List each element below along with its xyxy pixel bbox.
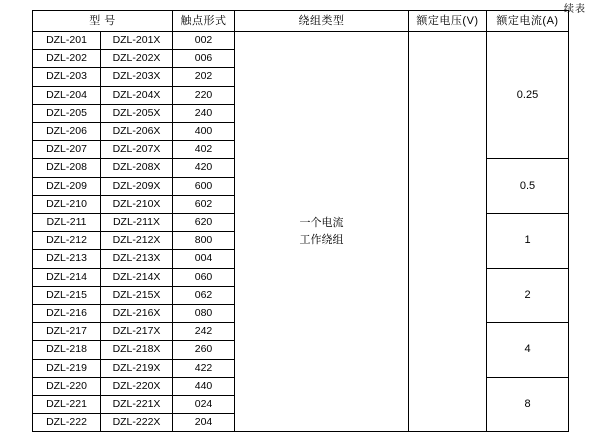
cell-contact-form: 260: [173, 341, 235, 359]
continued-label: 续表: [564, 4, 586, 15]
cell-model-secondary: DZL-202X: [101, 50, 173, 68]
cell-model-secondary: DZL-208X: [101, 159, 173, 177]
table-header: [33, 11, 569, 32]
cell-rated-current: 2: [487, 268, 569, 323]
cell-contact-form: 006: [173, 50, 235, 68]
cell-model-primary: DZL-219: [33, 359, 101, 377]
cell-model-secondary: DZL-210X: [101, 195, 173, 213]
cell-model-primary: DZL-209: [33, 177, 101, 195]
winding-line-1: 一个电流: [299, 216, 344, 229]
cell-contact-form: 602: [173, 195, 235, 213]
cell-contact-form: 440: [173, 377, 235, 395]
header-rated-voltage: 额定电压(V): [409, 11, 487, 32]
cell-model-secondary: DZL-221X: [101, 396, 173, 414]
cell-rated-current: 0.25: [487, 32, 569, 159]
cell-contact-form: 242: [173, 323, 235, 341]
cell-model-primary: DZL-201: [33, 32, 101, 50]
cell-contact-form: 422: [173, 359, 235, 377]
cell-model-secondary: DZL-204X: [101, 86, 173, 104]
cell-contact-form: 600: [173, 177, 235, 195]
cell-model-primary: DZL-205: [33, 104, 101, 122]
winding-line-2: 工作绕组: [299, 233, 344, 246]
header-winding-type: 绕组类型: [235, 11, 409, 32]
cell-contact-form: 060: [173, 268, 235, 286]
cell-model-primary: DZL-202: [33, 50, 101, 68]
table-row: [33, 32, 569, 50]
cell-model-primary: DZL-217: [33, 323, 101, 341]
cell-model-primary: DZL-221: [33, 396, 101, 414]
cell-model-primary: DZL-222: [33, 414, 101, 432]
cell-contact-form: 202: [173, 68, 235, 86]
table-header-row: [33, 11, 569, 32]
cell-model-secondary: DZL-201X: [101, 32, 173, 50]
cell-model-primary: DZL-216: [33, 305, 101, 323]
cell-model-primary: DZL-204: [33, 86, 101, 104]
table-body: [33, 32, 569, 432]
cell-model-secondary: DZL-214X: [101, 268, 173, 286]
header-contact-form: 触点形式: [173, 11, 235, 32]
cell-model-primary: DZL-212: [33, 232, 101, 250]
cell-rated-voltage: [409, 32, 487, 432]
cell-model-primary: DZL-213: [33, 250, 101, 268]
cell-contact-form: 080: [173, 305, 235, 323]
cell-model-secondary: DZL-203X: [101, 68, 173, 86]
cell-model-secondary: DZL-211X: [101, 214, 173, 232]
cell-rated-current: 8: [487, 377, 569, 432]
cell-model-secondary: DZL-205X: [101, 104, 173, 122]
cell-model-primary: DZL-207: [33, 141, 101, 159]
cell-contact-form: 800: [173, 232, 235, 250]
cell-rated-current: 1: [487, 214, 569, 269]
cell-contact-form: 204: [173, 414, 235, 432]
cell-contact-form: 220: [173, 86, 235, 104]
cell-rated-current: 4: [487, 323, 569, 378]
cell-model-secondary: DZL-219X: [101, 359, 173, 377]
cell-winding-type: [235, 32, 409, 432]
cell-contact-form: 420: [173, 159, 235, 177]
cell-model-primary: DZL-215: [33, 286, 101, 304]
cell-model-secondary: DZL-212X: [101, 232, 173, 250]
cell-contact-form: 620: [173, 214, 235, 232]
cell-model-primary: DZL-220: [33, 377, 101, 395]
cell-model-secondary: DZL-206X: [101, 123, 173, 141]
cell-model-primary: DZL-211: [33, 214, 101, 232]
specification-table: [32, 10, 569, 432]
cell-contact-form: 004: [173, 250, 235, 268]
cell-contact-form: 062: [173, 286, 235, 304]
cell-model-secondary: DZL-207X: [101, 141, 173, 159]
cell-model-secondary: DZL-209X: [101, 177, 173, 195]
cell-contact-form: 240: [173, 104, 235, 122]
cell-contact-form: 402: [173, 141, 235, 159]
cell-model-secondary: DZL-222X: [101, 414, 173, 432]
cell-model-secondary: DZL-216X: [101, 305, 173, 323]
cell-model-primary: DZL-203: [33, 68, 101, 86]
cell-model-primary: DZL-210: [33, 195, 101, 213]
cell-model-secondary: DZL-213X: [101, 250, 173, 268]
cell-model-secondary: DZL-215X: [101, 286, 173, 304]
header-model: 型 号: [33, 11, 173, 32]
cell-model-primary: DZL-214: [33, 268, 101, 286]
cell-contact-form: 002: [173, 32, 235, 50]
header-rated-current: 额定电流(A): [487, 11, 569, 32]
cell-model-primary: DZL-206: [33, 123, 101, 141]
cell-model-secondary: DZL-218X: [101, 341, 173, 359]
cell-contact-form: 024: [173, 396, 235, 414]
cell-model-primary: DZL-218: [33, 341, 101, 359]
cell-contact-form: 400: [173, 123, 235, 141]
cell-model-secondary: DZL-220X: [101, 377, 173, 395]
cell-model-secondary: DZL-217X: [101, 323, 173, 341]
cell-model-primary: DZL-208: [33, 159, 101, 177]
cell-rated-current: 0.5: [487, 159, 569, 214]
